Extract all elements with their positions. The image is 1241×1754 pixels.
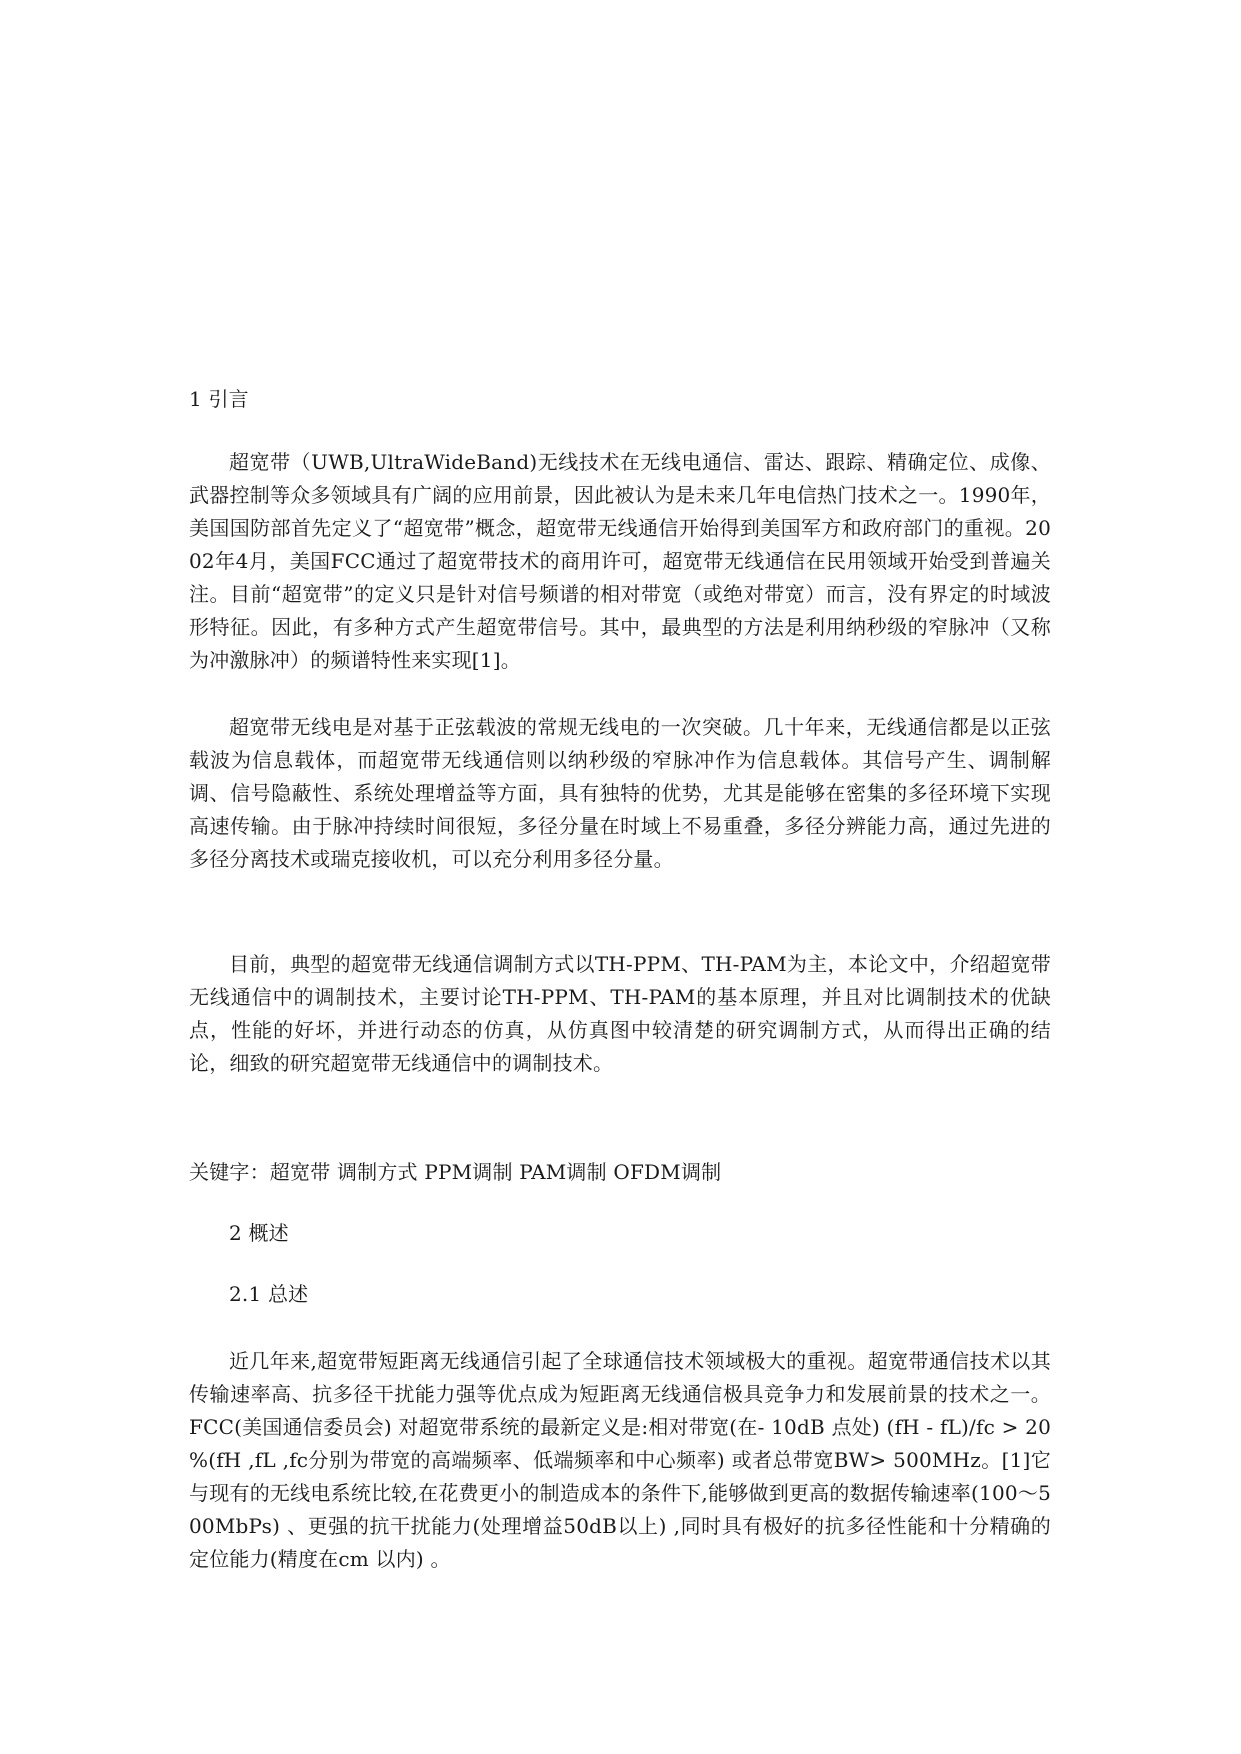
section-2-heading: 2 概述 (229, 1221, 289, 1245)
intro-paragraph-2: 超宽带无线电是对基于正弦载波的常规无线电的一次突破。几十年来，无线通信都是以正弦载波为信息载体，而超宽带无线通信则以纳秒级的窄脉冲作为信息载体。其信号产生、调制解调、信号隐蔽性、系统处理增益等方面，具有独特的优势，尤其是能够在密集的多径环境下实现高速传输。由于脉冲持续时间很短，多径分量在时域上不易重叠，多径分辨能力高，通过先进的多径分离技术或瑞克接收机，可以充分利用多径分量。 (189, 715, 1051, 871)
document-body (189, 383, 1051, 1576)
intro-paragraph-1: 超宽带（UWB,UltraWideBand)无线技术在无线电通信、雷达、跟踪、精确定位、成像、武器控制等众多领域具有广阔的应用前景，因此被认为是未来几年电信热门技术之一。1990年，美国国防部首先定义了“超宽带”概念，超宽带无线通信开始得到美国军方和政府部门的重视。2002年4月，美国FCC通过了超宽带技术的商用许可，超宽带无线通信在民用领域开始受到普遍关注。目前“超宽带”的定义只是针对信号频谱的相对带宽（或绝对带宽）而言，没有界定的时域波形特征。因此，有多种方式产生超宽带信号。其中，最典型的方法是利用纳秒级的窄脉冲（又称为冲激脉冲）的频谱特性来实现[1]。 (189, 450, 1051, 672)
keywords-line: 关键字：超宽带 调制方式 PPM调制 PAM调制 OFDM调制 (189, 1160, 722, 1184)
overview-paragraph: 近几年来,超宽带短距离无线通信引起了全球通信技术领域极大的重视。超宽带通信技术以其传输速率高、抗多径干扰能力强等优点成为短距离无线通信极具竞争力和发展前景的技术之一。FCC(美国通信委员会) 对超宽带系统的最新定义是:相对带宽(在- 10dB 点处) (fH - fL)/fc > 20 %(fH ,fL ,fc分别为带宽的高端频率、低端频率和中心频率) 或者总带宽BW> 500MHz。[1]它与现有的无线电系统比较,在花费更小的制造成本的条件下,能够做到更高的数据传输速率(100～500MbPs) 、更强的抗干扰能力(处理增益50dB以上) ,同时具有极好的抗多径性能和十分精确的定位能力(精度在cm 以内) 。 (189, 1349, 1051, 1571)
intro-paragraph-3: 目前，典型的超宽带无线通信调制方式以TH-PPM、TH-PAM为主，本论文中，介绍超宽带无线通信中的调制技术，主要讨论TH-PPM、TH-PAM的基本原理，并且对比调制技术的优缺点，性能的好坏，并进行动态的仿真，从仿真图中较清楚的研究调制方式，从而得出正确的结论，细致的研究超宽带无线通信中的调制技术。 (189, 952, 1051, 1075)
section-1-heading: 1 引言 (189, 387, 249, 411)
section-2-1-heading: 2.1 总述 (229, 1282, 309, 1306)
